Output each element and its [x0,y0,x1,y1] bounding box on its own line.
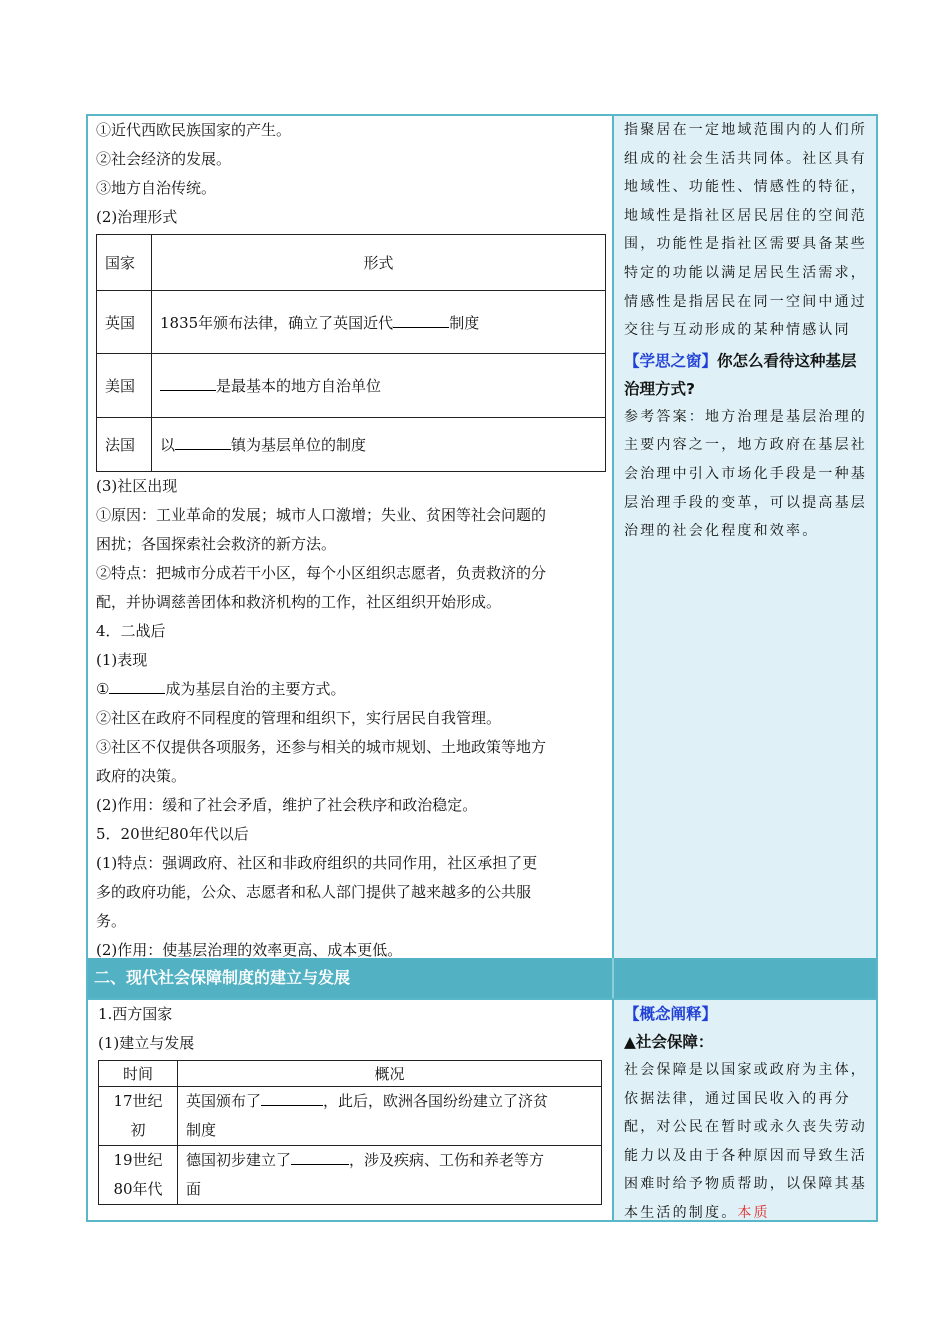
table-cell-desc: 英国颁布了 ，此后，欧洲各国纷纷建立了济贫 制度 [178,1087,602,1146]
text-line: 配，并协调慈善团体和救济机构的工作，社区组织开始形成。 [96,593,502,611]
fill-blank[interactable] [393,313,449,328]
text-line: ③社区不仅提供各项服务，还参与相关的城市规划、土地政策等地方 [96,738,547,756]
worksheet-frame [86,114,878,1222]
table-header-form: 形式 [152,235,606,291]
fill-blank[interactable] [109,679,165,694]
concept-term: ▲社会保障： [624,1033,714,1051]
text-line: 5．20世纪80年代以后 [96,825,249,843]
essence-label: 本质 [737,1204,770,1221]
fill-blank[interactable] [160,376,216,391]
table-cell-country: 英国 [97,291,152,354]
section-heading-right [614,958,876,998]
table-cell-form: 以 镇为基层单位的制度 [152,418,606,472]
governance-forms-table [96,234,606,472]
bottom-right-sidebar [614,1000,876,1220]
text-line: ②特点：把城市分成若干小区，每个小区组织志愿者，负责救济的分 [96,564,547,582]
text-line: (1)建立与发展 [98,1034,195,1052]
text-line: ①原因：工业革命的发展；城市人口激增；失业、贫困等社会问题的 [96,506,547,524]
social-security-table [98,1060,602,1205]
text-line: 4．二战后 [96,622,166,640]
table-cell-country: 美国 [97,354,152,418]
section-heading: 二、现代社会保障制度的建立与发展 [88,958,614,998]
top-left-column [88,116,614,958]
text-line: 政府的决策。 [96,767,187,785]
text-line: 多的政府功能，公众、志愿者和私人部门提供了越来越多的公共服 [96,883,532,901]
concept-heading: 【概念阐释】 [624,1005,718,1023]
table-cell-country: 法国 [97,418,152,472]
fill-blank[interactable] [291,1150,349,1165]
text-line: (1)特点：强调政府、社区和非政府组织的共同作用，社区承担了更 [96,854,538,872]
text-line: 困扰；各国探索社会救济的新方法。 [96,535,337,553]
fill-blank[interactable] [175,435,231,450]
section-heading-bar [88,958,876,998]
reference-answer: 参考答案：地方治理是基层治理的主要内容之一，地方政府在基层社会治理中引入市场化手段是一种基层治理手段的变革，可以提高基层治理的社会化程度和效率。 [624,408,867,540]
text-line: ①近代西欧民族国家的产生。 [96,121,292,139]
text-line: ③地方自治传统。 [96,179,217,197]
text-line: (3)社区出现 [96,477,178,495]
community-definition: 指聚居在一定地域范围内的人们所组成的社会生活共同体。社区具有地域性、功能性、情感性的特征，地域性是指社区居民居住的空间范围，功能性是指社区需要具备某些特定的功能以满足居民生活需求，情感性是指居民在同一空间中通过交往与互动形成的某种情感认同 [624,122,867,339]
bottom-row [88,1000,876,1220]
table-header-desc: 概况 [178,1061,602,1087]
table-header-country: 国家 [97,235,152,291]
text-line: 务。 [96,912,127,930]
concept-explanation: 社会保障是以国家或政府为主体，依据法律，通过国民收入的再分配，对公民在暂时或永久丧失劳动能力以及由于各种原因而导致生活困难时给予物质帮助，以保障其基本生活的制度。本质 [624,1062,867,1221]
text-line: ②社会经济的发展。 [96,150,232,168]
fill-blank[interactable] [261,1091,323,1106]
text-line: (2)作用：使基层治理的效率更高、成本更低。 [96,941,403,959]
text-line: (1)表现 [96,651,148,669]
sidebar-heading-bracket: 【学思之窗】 [624,351,718,370]
table-header-time: 时间 [99,1061,178,1087]
table-cell-form: 1835年颁布法律，确立了英国近代 制度 [152,291,606,354]
text-line: 1.西方国家 [98,1005,173,1023]
table-cell-desc: 德国初步建立了 ，涉及疾病、工伤和养老等方 面 [178,1146,602,1205]
table-cell-form: 是最基本的地方自治单位 [152,354,606,418]
sidebar-heading-text: 你怎么看待这种基层治理方式? [624,351,857,398]
table-cell-time: 17世纪 初 [99,1087,178,1146]
text-line: (2)作用：缓和了社会矛盾，维护了社会秩序和政治稳定。 [96,796,478,814]
text-line: ②社区在政府不同程度的管理和组织下，实行居民自我管理。 [96,709,502,727]
sidebar-heading [624,347,868,403]
table-cell-time: 19世纪 80年代 [99,1146,178,1205]
top-right-sidebar [614,116,876,958]
bottom-left-column [88,1000,614,1220]
top-row [88,116,876,958]
text-line: (2)治理形式 [96,208,178,226]
text-line: ① 成为基层自治的主要方式。 [96,680,346,698]
